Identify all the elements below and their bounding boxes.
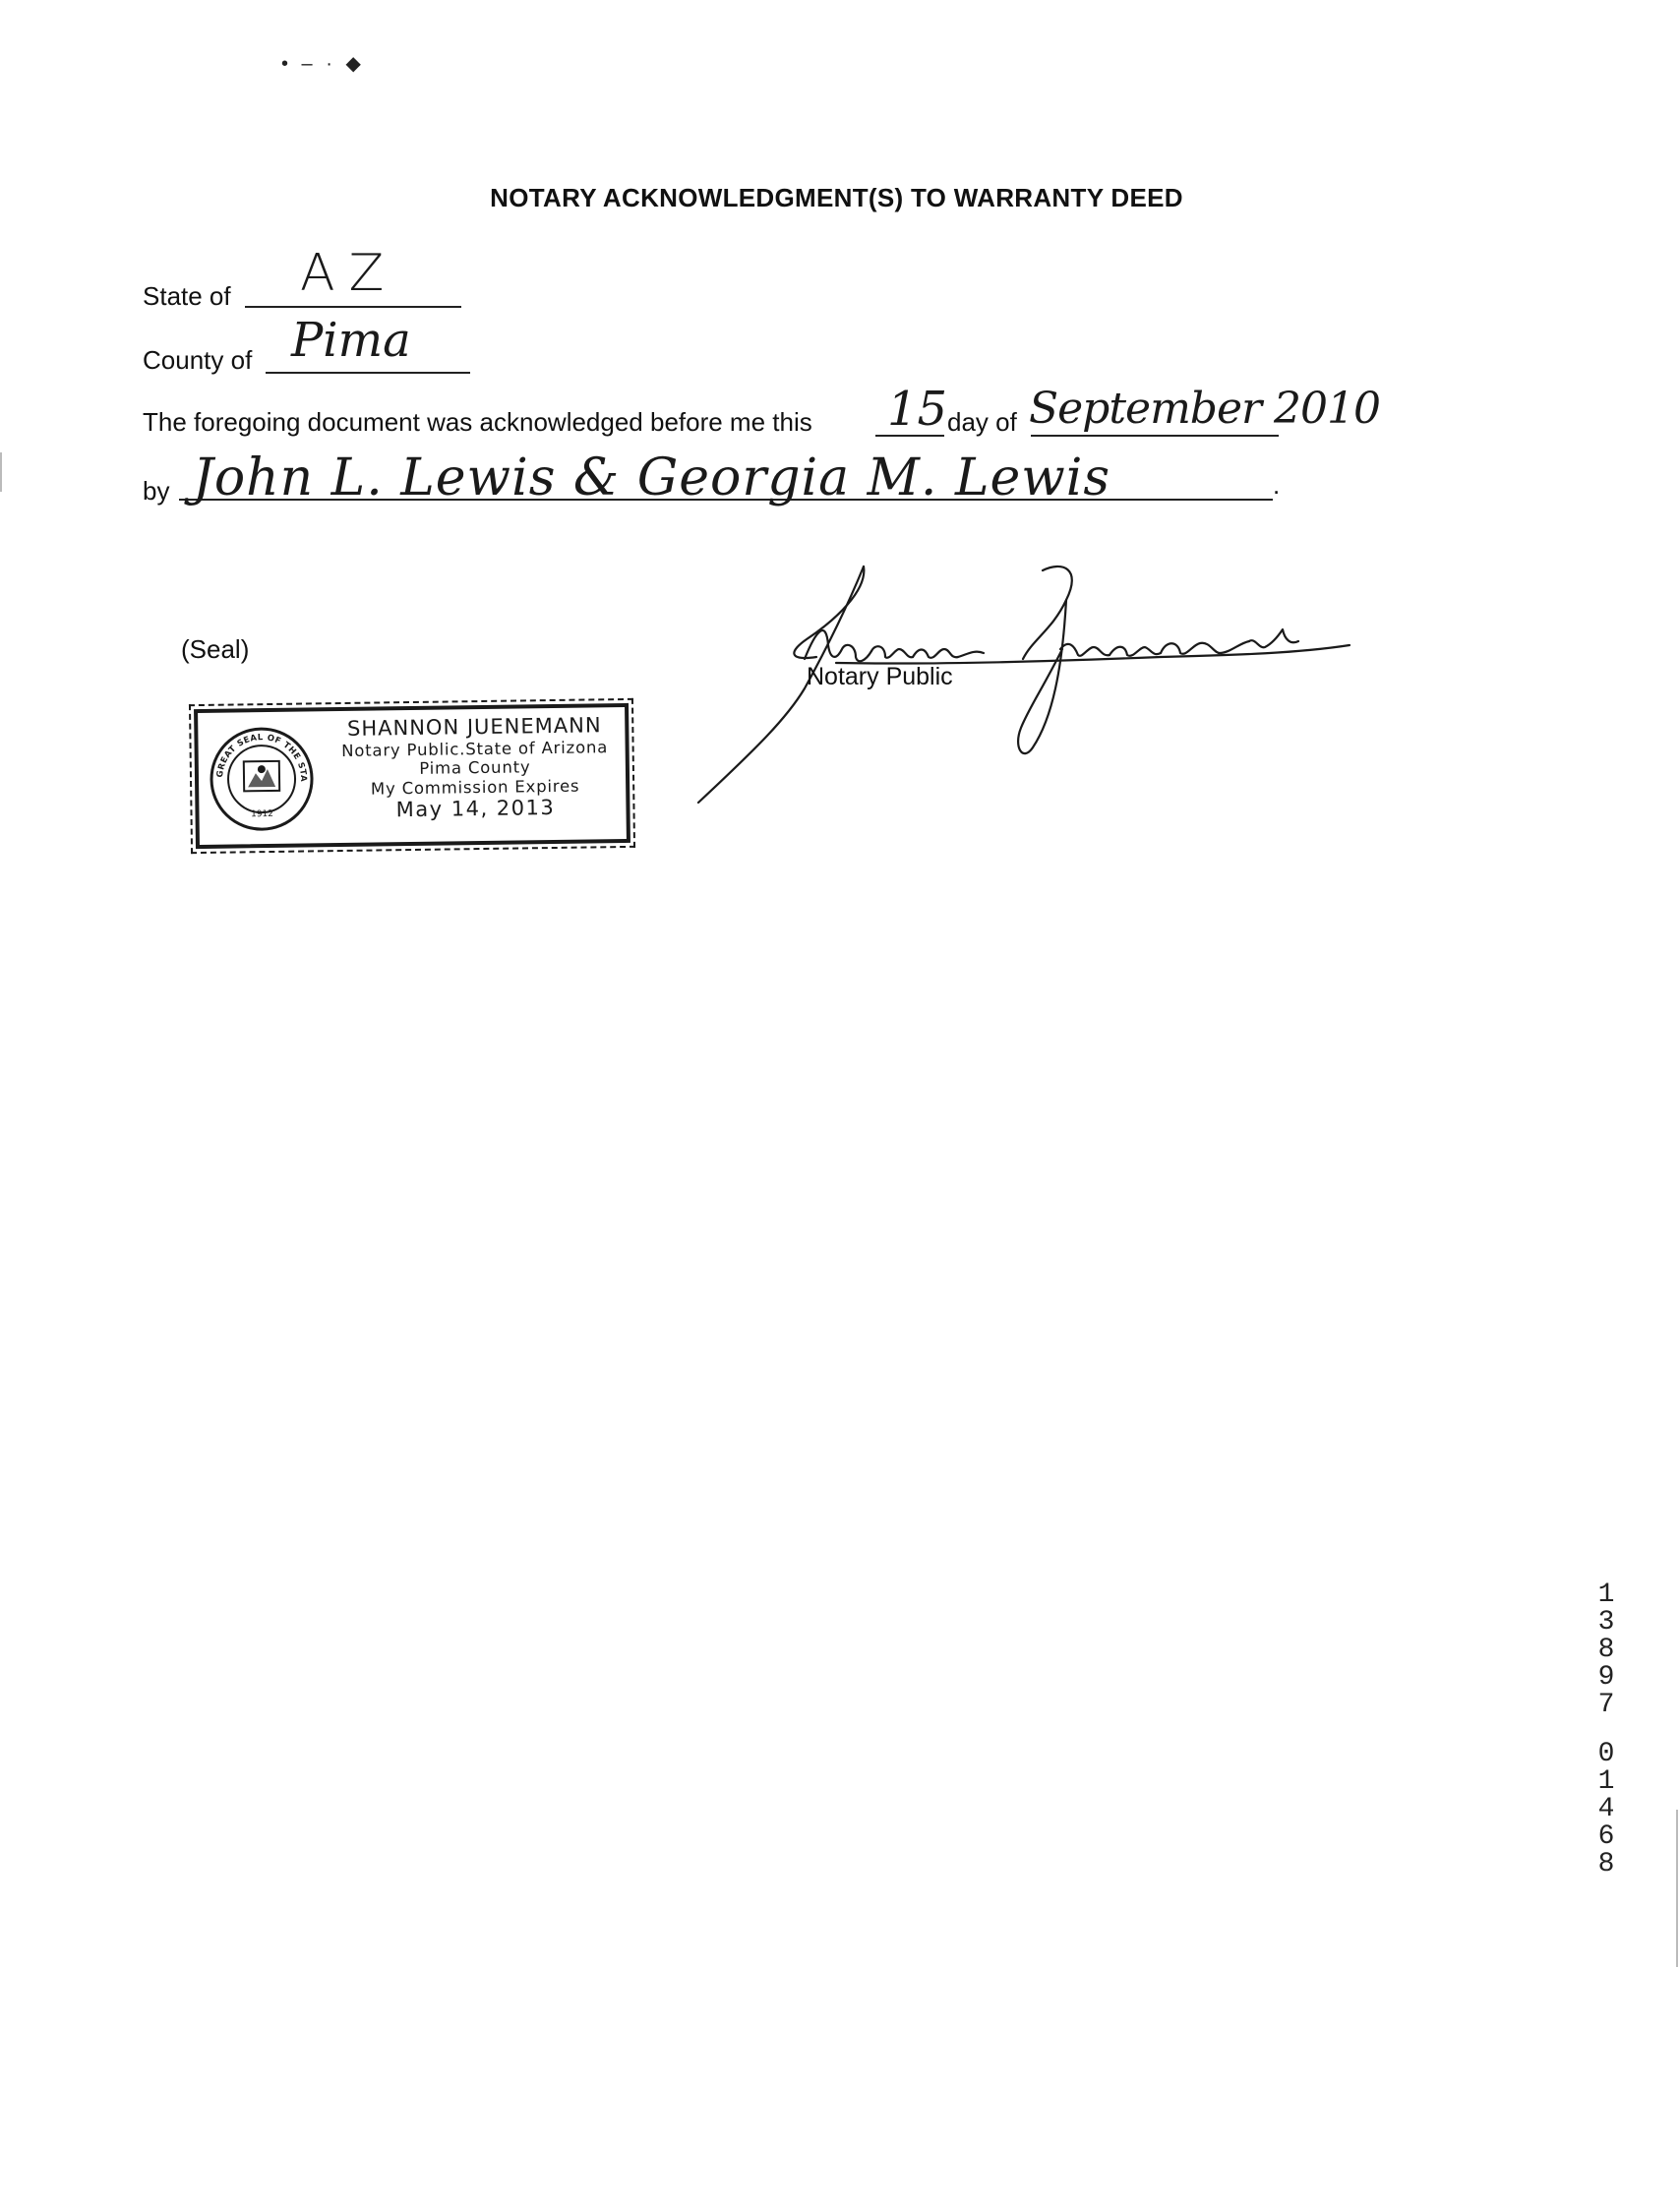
county-label: County of — [143, 345, 253, 375]
stamp-commission: My Commission Expires — [370, 776, 580, 799]
day-value: 15 — [887, 382, 948, 437]
stamp-county: Pima County — [419, 757, 531, 779]
stamp-title: Notary Public.State of Arizona — [341, 737, 609, 760]
month-year-value: September 2010 — [1029, 384, 1380, 434]
by-value: John L. Lewis & Georgia M. Lewis — [193, 448, 1111, 507]
county-blank — [266, 372, 470, 374]
notary-signature — [689, 551, 1357, 821]
day-of-text: day of — [947, 407, 1017, 437]
seal-label: (Seal) — [181, 634, 250, 664]
document-title: NOTARY ACKNOWLEDGMENT(S) TO WARRANTY DEED — [490, 183, 1183, 212]
state-label: State of — [143, 281, 231, 311]
svg-text:1912: 1912 — [251, 808, 274, 820]
month-year-blank — [1031, 435, 1279, 437]
stamp-text — [320, 713, 630, 823]
scan-edge-mark — [1676, 1810, 1678, 1967]
county-value: Pima — [291, 313, 411, 368]
svg-text:GREAT SEAL OF THE STATE OF ARI: GREAT SEAL OF THE STATE — [214, 733, 309, 782]
notary-stamp — [194, 703, 630, 849]
stamp-expiration-date: May 14, 2013 — [395, 796, 556, 822]
document-number: 1 3 8 9 7 0 1 4 6 8 — [1597, 1580, 1615, 1879]
state-blank — [245, 306, 461, 308]
scan-marks: • ‒ · ◆ — [281, 53, 365, 75]
stamp-name: SHANNON JUENEMANN — [346, 713, 602, 741]
scan-edge-mark — [0, 452, 2, 492]
by-label: by — [143, 476, 170, 506]
state-value: AZ — [300, 244, 398, 303]
notary-public-label: Notary Public — [807, 663, 953, 690]
by-end-mark: . — [1273, 470, 1281, 500]
state-seal-emblem-icon — [208, 725, 316, 837]
acknowledgment-text: The foregoing document was acknowledged before me this — [143, 407, 812, 437]
